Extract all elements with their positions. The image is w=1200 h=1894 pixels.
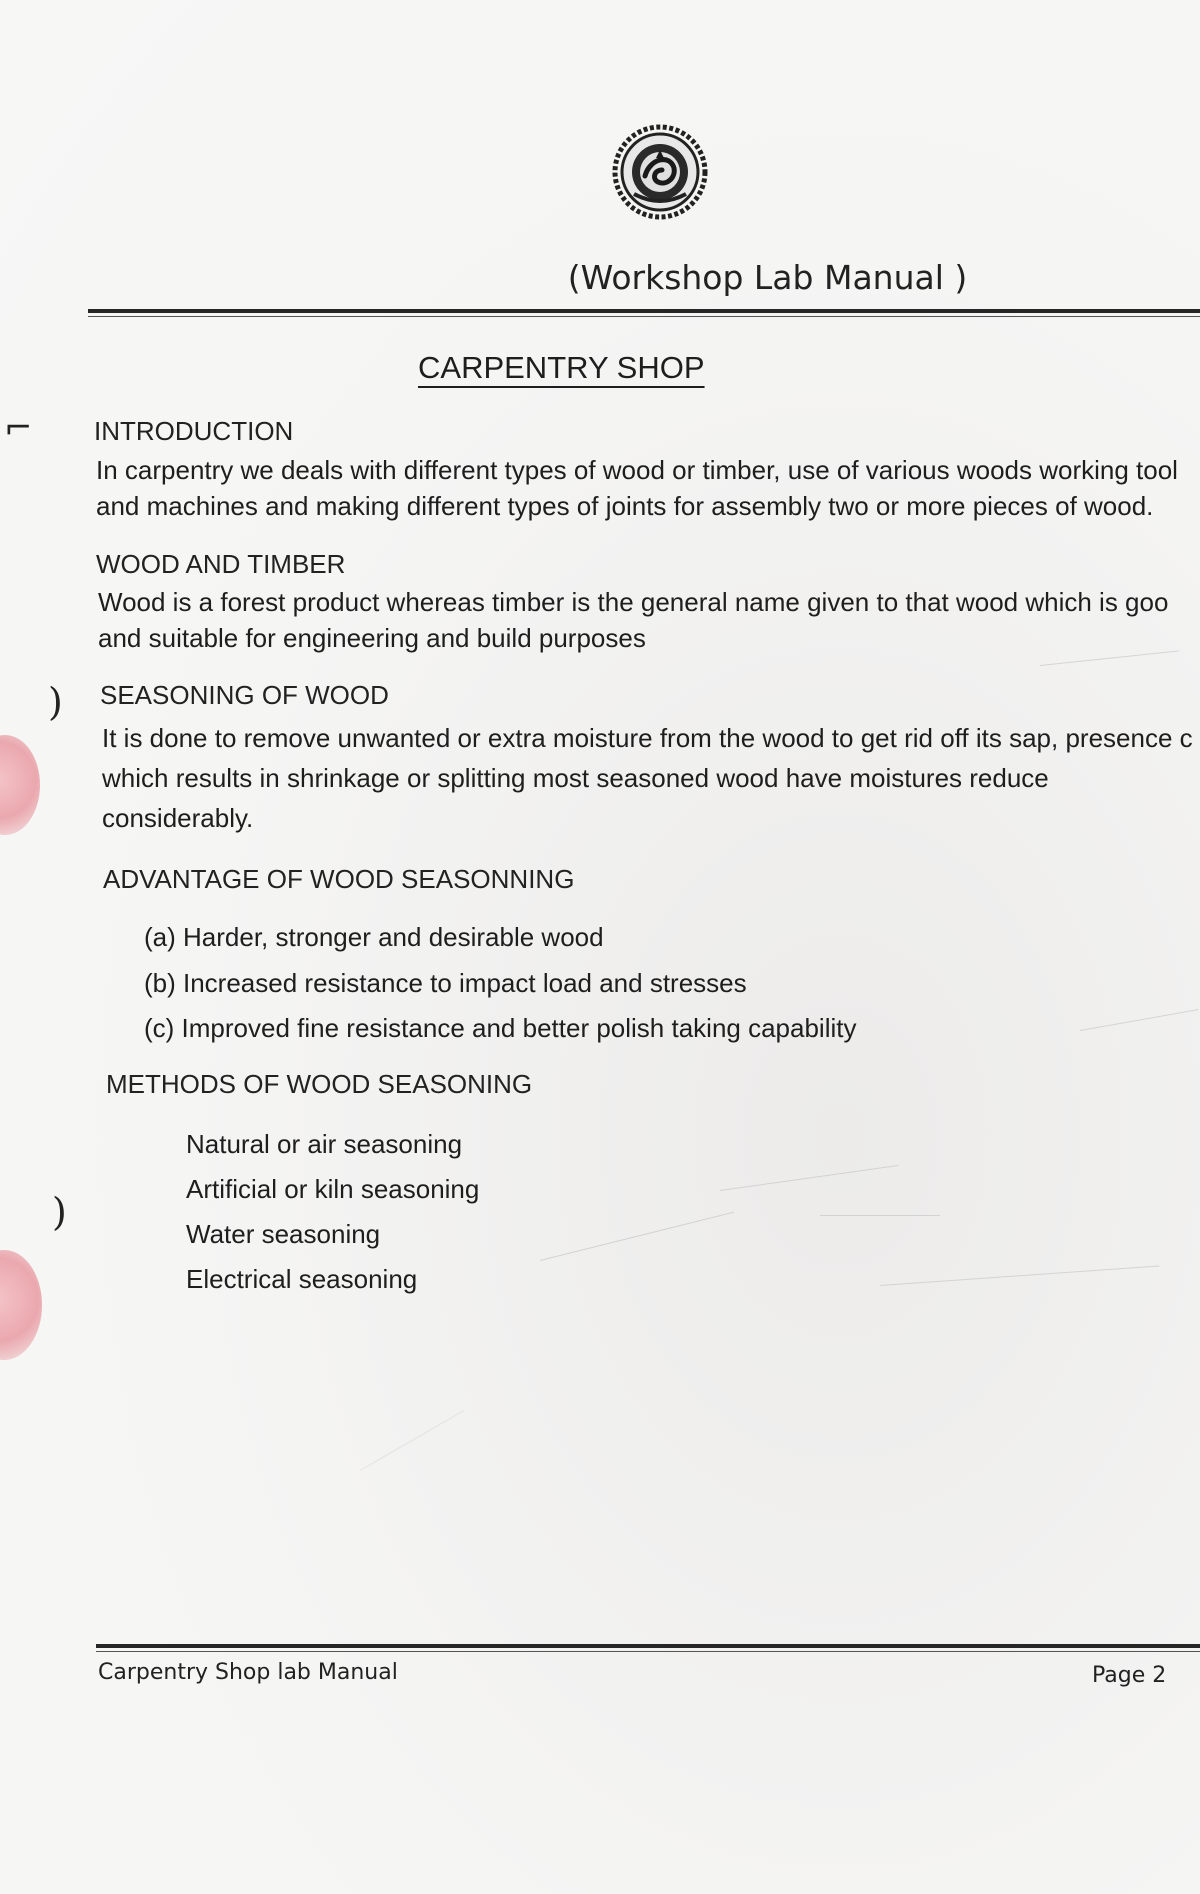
header-rule-thin bbox=[88, 316, 1200, 317]
paper-crease bbox=[720, 1165, 898, 1191]
list-item: Artificial or kiln seasoning bbox=[186, 1174, 480, 1204]
paper-crease bbox=[880, 1265, 1159, 1286]
header-rule bbox=[88, 309, 1200, 313]
footer-document-name: Carpentry Shop lab Manual bbox=[98, 1660, 398, 1685]
wood-and-timber-paragraph bbox=[98, 584, 1168, 656]
finger-smudge bbox=[0, 1250, 42, 1360]
seasoning-paragraph bbox=[102, 718, 1200, 838]
finger-smudge bbox=[0, 735, 40, 835]
header-title: (Workshop Lab Manual ) bbox=[567, 258, 968, 297]
section-heading-introduction: INTRODUCTION bbox=[94, 416, 294, 446]
word: have bbox=[785, 763, 843, 793]
list-item: Electrical seasoning bbox=[186, 1264, 418, 1294]
list-item: Water seasoning bbox=[186, 1219, 381, 1249]
word: reduce bbox=[969, 763, 1049, 793]
paragraph-line: considerably. bbox=[102, 803, 254, 833]
paragraph-line: and machines and making different types of joints for assembly two or more pieces of wood. bbox=[96, 491, 1154, 521]
paper-crease bbox=[540, 1212, 734, 1261]
word: most bbox=[532, 763, 590, 793]
word: in bbox=[259, 763, 280, 793]
paper-crease bbox=[820, 1215, 940, 1216]
paper-crease bbox=[1080, 1009, 1198, 1031]
institution-logo-seal bbox=[612, 124, 708, 220]
list-item: (b) Increased resistance to impact load and stresses bbox=[144, 968, 747, 998]
footer-page-number: Page 2 bbox=[1092, 1663, 1167, 1688]
paragraph-line-justified bbox=[102, 758, 1200, 798]
section-heading-wood-and-timber: WOOD AND TIMBER bbox=[96, 549, 346, 579]
footer-rule bbox=[96, 1644, 1200, 1648]
list-item: (c) Improved fine resistance and better polish taking capability bbox=[144, 1013, 857, 1043]
section-heading-advantages: ADVANTAGE OF WOOD SEASONNING bbox=[103, 864, 575, 894]
word: moistures bbox=[849, 763, 963, 793]
paper-crease bbox=[360, 1410, 464, 1471]
word: shrinkage bbox=[287, 763, 400, 793]
paragraph-line: Wood is a forest product whereas timber is the general name given to that wood which is goo bbox=[98, 587, 1169, 617]
paragraph-line: and suitable for engineering and build purposes bbox=[98, 623, 646, 653]
word: which bbox=[102, 763, 169, 793]
paragraph-line: In carpentry we deals with different types of wood or timber, use of various woods working tool bbox=[96, 455, 1178, 485]
introduction-paragraph bbox=[96, 452, 1178, 524]
document-title: CARPENTRY SHOP bbox=[418, 350, 705, 385]
word: wood bbox=[716, 763, 779, 793]
word: splitting bbox=[437, 763, 526, 793]
word: seasoned bbox=[596, 763, 710, 793]
list-item: (a) Harder, stronger and desirable wood bbox=[144, 922, 604, 952]
section-heading-methods: METHODS OF WOOD SEASONING bbox=[106, 1069, 533, 1099]
paragraph-line: It is done to remove unwanted or extra moisture from the wood to get rid off its sap, presence c bbox=[102, 723, 1193, 753]
pen-bracket-mark: ) bbox=[48, 680, 63, 724]
pen-bracket-mark: ) bbox=[52, 1190, 67, 1234]
word: or bbox=[406, 763, 431, 793]
section-heading-seasoning: SEASONING OF WOOD bbox=[100, 680, 389, 710]
list-item: Natural or air seasoning bbox=[186, 1129, 463, 1159]
footer-rule-thin bbox=[96, 1651, 1200, 1652]
pen-tick-mark: ⌐ bbox=[4, 408, 33, 448]
word: results bbox=[175, 763, 253, 793]
